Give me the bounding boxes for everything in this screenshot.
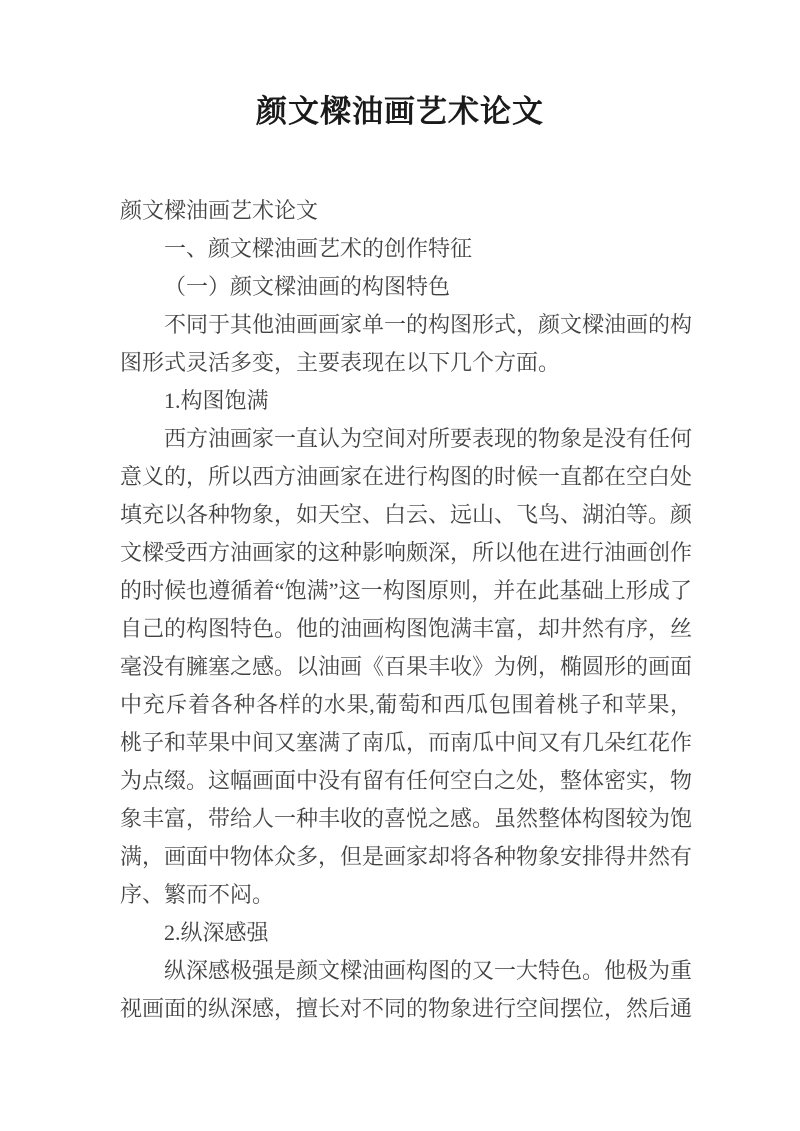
body-paragraph: 一、颜文樑油画艺术的创作特征 bbox=[164, 236, 473, 261]
document-title: 颜文樑油画艺术论文 bbox=[256, 94, 544, 129]
body-paragraph: （一）颜文樑油画的构图特色 bbox=[164, 274, 451, 299]
document-body bbox=[120, 192, 692, 1028]
body-paragraph: 不同于其他油画画家单一的构图形式，颜文樑油画的构图形式灵活多变，主要表现在以下几个方面。 bbox=[120, 312, 693, 375]
body-paragraph: 2.纵深感强 bbox=[164, 920, 269, 945]
body-paragraph: 纵深感极强是颜文樑油画构图的又一大特色。他极为重视画面的纵深感，擅长对不同的物象进行空间摆位，然后通 bbox=[120, 958, 693, 1021]
body-paragraph: 西方油画家一直认为空间对所要表现的物象是没有任何意义的，所以西方油画家在进行构图的时候一直都在空白处填充以各种物象，如天空、白云、远山、飞鸟、湖泊等。颜文樑受西方油画家的这种影响颇深，所以他在进行油画创作的时候也遵循着“饱满”这一构图原则，并在此基础上形成了自己的构图特色。他的油画构图饱满丰富，却井然有序，丝毫没有臃塞之感。以油画《百果丰收》为例，椭圆形的画面中充斥着各种各样的水果,葡萄和西瓜包围着桃子和苹果，桃子和苹果中间又塞满了南瓜，而南瓜中间又有几朵红花作为点缀。这幅画面中没有留有任何空白之处，整体密实，物象丰富，带给人一种丰收的喜悦之感。虽然整体构图较为饱满，画面中物体众多，但是画家却将各种物象安排得井然有序、繁而不闷。 bbox=[120, 426, 693, 907]
body-paragraph: 颜文樑油画艺术论文 bbox=[120, 198, 319, 223]
body-paragraph: 1.构图饱满 bbox=[164, 388, 269, 413]
